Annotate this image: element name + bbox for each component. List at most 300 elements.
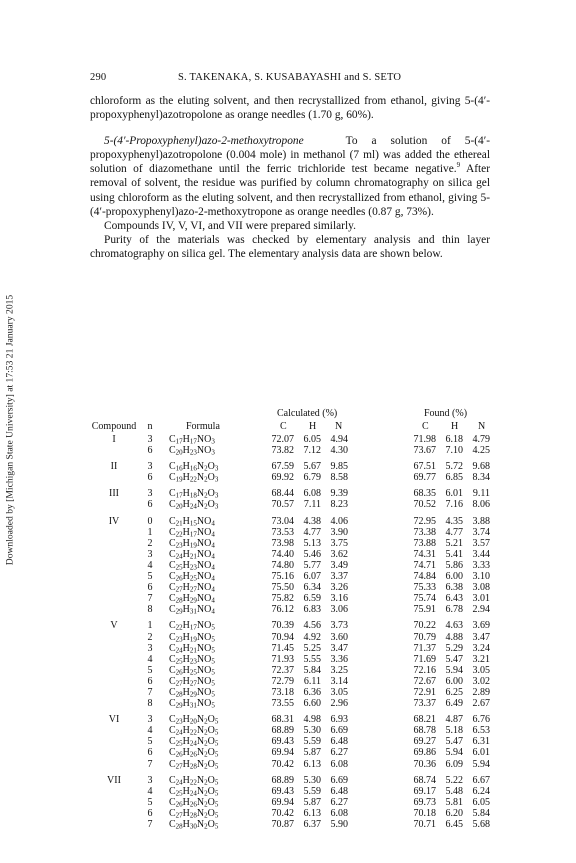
molecular-formula: $C_{29}H_{31}NO_4$ bbox=[169, 604, 215, 616]
compound-label: III bbox=[109, 488, 119, 500]
calculated-value: 3.14 bbox=[330, 675, 348, 687]
n-value: 4 bbox=[147, 559, 153, 571]
calculated-value: 3.47 bbox=[330, 642, 348, 654]
calculated-value: 5.55 bbox=[303, 653, 321, 665]
compound-label: I bbox=[112, 434, 116, 445]
found-value: 69.86 bbox=[413, 747, 436, 759]
download-watermark bbox=[2, 180, 18, 680]
found-value: 3.88 bbox=[472, 515, 490, 527]
found-value: 6.49 bbox=[445, 698, 463, 710]
calculated-value: 9.39 bbox=[330, 488, 348, 500]
molecular-formula: $C_{25}H_{24}N_2O_5$ bbox=[169, 785, 219, 798]
found-value: 5.29 bbox=[445, 642, 463, 654]
table-row bbox=[90, 676, 490, 687]
found-value: 6.00 bbox=[445, 675, 463, 687]
found-value: 72.16 bbox=[413, 664, 436, 676]
calculated-value: 6.07 bbox=[303, 571, 321, 583]
calculated-value: 5.13 bbox=[303, 537, 321, 549]
calculated-value: 6.05 bbox=[303, 434, 321, 445]
molecular-formula: $C_{17}H_{17}NO_3$ bbox=[169, 434, 215, 446]
n-value: 5 bbox=[147, 571, 153, 583]
calculated-value: 72.07 bbox=[271, 434, 294, 445]
found-value: 4.35 bbox=[445, 515, 463, 527]
found-value: 2.89 bbox=[472, 686, 490, 698]
calculated-value: 3.37 bbox=[330, 571, 348, 583]
calculated-value: 71.45 bbox=[271, 642, 294, 654]
found-value: 3.01 bbox=[472, 593, 490, 605]
calculated-value: 3.62 bbox=[330, 548, 348, 560]
calculated-value: 69.94 bbox=[271, 796, 294, 808]
found-value: 5.21 bbox=[445, 537, 463, 549]
found-value: 75.74 bbox=[413, 593, 436, 605]
n-value: 6 bbox=[147, 445, 153, 457]
found-value: 6.20 bbox=[445, 807, 463, 819]
found-value: 71.69 bbox=[413, 653, 436, 665]
calculated-value: 75.50 bbox=[271, 582, 294, 594]
found-value: 6.24 bbox=[472, 785, 490, 797]
found-value: 3.74 bbox=[472, 526, 490, 538]
calculated-value: 5.30 bbox=[303, 774, 321, 786]
calculated-value: 68.31 bbox=[271, 714, 294, 726]
molecular-formula: $C_{28}H_{29}NO_5$ bbox=[169, 686, 215, 699]
calculated-value: 67.59 bbox=[271, 461, 294, 473]
calculated-value: 73.04 bbox=[271, 515, 294, 527]
calculated-value: 6.69 bbox=[330, 725, 348, 737]
calculated-value: 3.06 bbox=[330, 604, 348, 616]
column-n: n bbox=[147, 421, 153, 432]
found-value: 9.11 bbox=[472, 488, 490, 500]
molecular-formula: $C_{27}H_{27}NO_5$ bbox=[169, 675, 215, 688]
n-value: 3 bbox=[147, 714, 153, 726]
calculated-value: 8.58 bbox=[330, 472, 348, 484]
found-value: 6.43 bbox=[445, 593, 463, 605]
calculated-header: Calculated (%) bbox=[277, 408, 338, 419]
molecular-formula: $C_{26}H_{25}NO_4$ bbox=[169, 571, 215, 583]
molecular-formula: $C_{26}H_{26}N_2O_5$ bbox=[169, 796, 219, 809]
n-value: 7 bbox=[147, 686, 153, 698]
found-value: 4.87 bbox=[445, 714, 463, 726]
column-calc-n: N bbox=[335, 421, 343, 432]
calculated-value: 4.77 bbox=[303, 526, 321, 538]
found-value: 5.47 bbox=[445, 653, 463, 665]
table-row bbox=[90, 434, 490, 445]
found-value: 69.27 bbox=[413, 736, 436, 748]
table-row bbox=[90, 560, 490, 571]
found-value: 6.01 bbox=[445, 488, 463, 500]
found-value: 3.08 bbox=[472, 582, 490, 594]
found-value: 5.94 bbox=[472, 758, 490, 770]
calculated-value: 70.94 bbox=[271, 631, 294, 643]
table-row bbox=[90, 445, 490, 456]
table-row bbox=[90, 736, 490, 747]
table-row bbox=[90, 549, 490, 560]
calculated-value: 3.05 bbox=[330, 686, 348, 698]
molecular-formula: $C_{23}H_{19}NO_5$ bbox=[169, 631, 215, 643]
table-row bbox=[90, 643, 490, 654]
calculated-value: 6.37 bbox=[303, 819, 321, 830]
found-value: 3.69 bbox=[472, 620, 490, 632]
molecular-formula: $C_{24}H_{22}N_2O_5$ bbox=[169, 725, 219, 737]
found-value: 6.78 bbox=[445, 604, 463, 616]
table-row bbox=[90, 714, 490, 725]
calculated-value: 6.08 bbox=[330, 758, 348, 770]
found-value: 9.68 bbox=[472, 461, 490, 473]
paragraph-text: After removal of solvent, the residue was purified by column chromatography on silica gel using chloroform as the eluting solvent, and then recrystallized from ethanol, giving 5-(4′-propoxyphenyl)azo-2-methoxytropone as orange needles (0.87 g, 73%). bbox=[90, 163, 490, 218]
molecular-formula: $C_{21}H_{15}NO_4$ bbox=[169, 515, 215, 528]
calculated-value: 73.55 bbox=[271, 698, 294, 710]
n-value: 2 bbox=[147, 631, 153, 643]
found-value: 70.79 bbox=[413, 631, 436, 643]
calculated-value: 76.12 bbox=[271, 604, 294, 616]
found-value: 3.24 bbox=[472, 642, 490, 654]
calculated-value: 9.85 bbox=[330, 461, 348, 473]
molecular-formula: $C_{26}H_{26}N_2O_5$ bbox=[169, 747, 219, 759]
calculated-value: 68.89 bbox=[271, 774, 294, 786]
calculated-value: 4.06 bbox=[330, 515, 348, 527]
calculated-value: 73.98 bbox=[271, 537, 294, 549]
found-value: 4.79 bbox=[472, 434, 490, 445]
calculated-value: 6.93 bbox=[330, 714, 348, 726]
n-value: 3 bbox=[147, 548, 153, 560]
molecular-formula: $C_{23}H_{19}NO_4$ bbox=[169, 537, 215, 550]
calculated-value: 3.16 bbox=[330, 593, 348, 605]
calculated-value: 6.08 bbox=[303, 488, 321, 500]
molecular-formula: $C_{29}H_{31}NO_5$ bbox=[169, 698, 215, 710]
column-calc-h: H bbox=[309, 421, 317, 432]
found-value: 72.67 bbox=[413, 675, 436, 687]
molecular-formula: $C_{28}H_{30}N_2O_5$ bbox=[169, 819, 219, 831]
calculated-value: 6.36 bbox=[303, 686, 321, 698]
n-value: 7 bbox=[147, 819, 153, 830]
calculated-value: 5.87 bbox=[303, 796, 321, 808]
table-row bbox=[90, 571, 490, 582]
found-value: 5.41 bbox=[445, 548, 463, 560]
found-value: 6.53 bbox=[472, 725, 490, 737]
molecular-formula: $C_{28}H_{29}NO_4$ bbox=[169, 593, 215, 605]
table-row bbox=[90, 538, 490, 549]
found-value: 68.35 bbox=[413, 488, 436, 500]
calculated-value: 6.11 bbox=[303, 675, 321, 687]
found-value: 8.34 bbox=[472, 472, 490, 484]
found-value: 6.00 bbox=[445, 571, 463, 583]
molecular-formula: $C_{24}H_{22}N_2O_5$ bbox=[169, 774, 219, 787]
calculated-value: 5.77 bbox=[303, 559, 321, 571]
found-value: 3.21 bbox=[472, 653, 490, 665]
found-value: 5.72 bbox=[445, 461, 463, 473]
molecular-formula: $C_{25}H_{23}NO_4$ bbox=[169, 559, 215, 572]
table-row bbox=[90, 582, 490, 593]
column-compound: Compound bbox=[91, 421, 137, 432]
n-value: 0 bbox=[147, 515, 153, 527]
table-row bbox=[90, 604, 490, 615]
found-value: 4.63 bbox=[445, 620, 463, 632]
table-row bbox=[90, 620, 490, 631]
found-value: 4.88 bbox=[445, 631, 463, 643]
table-row bbox=[90, 461, 490, 472]
found-value: 3.57 bbox=[472, 537, 490, 549]
found-value: 6.67 bbox=[472, 774, 490, 786]
found-value: 70.71 bbox=[413, 819, 436, 830]
found-value: 5.47 bbox=[445, 736, 463, 748]
calculated-value: 3.73 bbox=[330, 620, 348, 632]
calculated-value: 4.38 bbox=[303, 515, 321, 527]
calculated-value: 71.93 bbox=[271, 653, 294, 665]
found-value: 3.05 bbox=[472, 664, 490, 676]
body-text bbox=[90, 94, 490, 261]
found-value: 3.33 bbox=[472, 559, 490, 571]
found-value: 69.17 bbox=[413, 785, 436, 797]
table-row bbox=[90, 665, 490, 676]
page-number: 290 bbox=[90, 72, 107, 83]
molecular-formula: $C_{25}H_{23}NO_5$ bbox=[169, 653, 215, 666]
molecular-formula: $C_{17}H_{18}N_2O_3$ bbox=[169, 488, 219, 500]
molecular-formula: $C_{23}H_{20}N_2O_5$ bbox=[169, 714, 219, 726]
calculated-value: 4.56 bbox=[303, 620, 321, 632]
calculated-value: 3.36 bbox=[330, 653, 348, 665]
found-value: 75.91 bbox=[413, 604, 436, 616]
n-value: 6 bbox=[147, 675, 153, 687]
table-row bbox=[90, 819, 490, 830]
compound-label: V bbox=[110, 620, 118, 632]
column-found-n: N bbox=[478, 421, 486, 432]
calculated-value: 70.87 bbox=[271, 819, 294, 830]
found-value: 3.02 bbox=[472, 675, 490, 687]
found-value: 67.51 bbox=[413, 461, 436, 473]
found-value: 6.25 bbox=[445, 686, 463, 698]
found-value: 5.81 bbox=[445, 796, 463, 808]
running-title: S. TAKENAKA, S. KUSABAYASHI and S. SETO bbox=[178, 72, 402, 83]
calculated-value: 7.11 bbox=[303, 499, 321, 511]
calculated-value: 7.12 bbox=[303, 445, 321, 457]
calculated-value: 5.90 bbox=[330, 819, 348, 830]
calculated-value: 3.90 bbox=[330, 526, 348, 538]
n-value: 4 bbox=[147, 725, 153, 737]
compound-label: VI bbox=[108, 714, 120, 726]
found-value: 5.68 bbox=[472, 819, 490, 830]
calculated-value: 3.26 bbox=[330, 582, 348, 594]
table-row bbox=[90, 654, 490, 665]
found-value: 71.37 bbox=[413, 642, 436, 654]
molecular-formula: $C_{20}H_{23}NO_3$ bbox=[169, 445, 215, 457]
table-row bbox=[90, 759, 490, 770]
table-row bbox=[90, 472, 490, 483]
found-value: 5.86 bbox=[445, 559, 463, 571]
molecular-formula: $C_{27}H_{28}N_2O_5$ bbox=[169, 758, 219, 771]
n-value: 7 bbox=[147, 593, 153, 605]
found-value: 8.06 bbox=[472, 499, 490, 511]
n-value: 7 bbox=[147, 758, 153, 770]
n-value: 4 bbox=[147, 785, 153, 797]
table-row bbox=[90, 797, 490, 808]
n-value: 1 bbox=[147, 526, 153, 538]
molecular-formula: $C_{16}H_{16}N_2O_3$ bbox=[169, 461, 219, 473]
compound-label: VII bbox=[107, 774, 121, 786]
calculated-value: 3.49 bbox=[330, 559, 348, 571]
calculated-value: 4.94 bbox=[330, 434, 348, 445]
calculated-value: 5.67 bbox=[303, 461, 321, 473]
n-value: 5 bbox=[147, 736, 153, 748]
calculated-value: 70.39 bbox=[271, 620, 294, 632]
column-found-c: C bbox=[422, 421, 429, 432]
calculated-value: 6.13 bbox=[303, 758, 321, 770]
found-value: 4.25 bbox=[472, 445, 490, 457]
paragraph-purity: Purity of the materials was checked by elementary analysis and thin layer chromatography on silica gel. The elementary analysis data are shown below. bbox=[90, 233, 490, 260]
n-value: 6 bbox=[147, 499, 153, 511]
found-value: 5.48 bbox=[445, 785, 463, 797]
found-value: 3.47 bbox=[472, 631, 490, 643]
table-row bbox=[90, 593, 490, 604]
found-value: 69.73 bbox=[413, 796, 436, 808]
calculated-value: 6.48 bbox=[330, 785, 348, 797]
calculated-value: 6.79 bbox=[303, 472, 321, 484]
molecular-formula: $C_{27}H_{27}NO_4$ bbox=[169, 582, 215, 594]
calculated-value: 2.96 bbox=[330, 698, 348, 710]
running-header bbox=[90, 72, 490, 86]
molecular-formula: $C_{27}H_{28}N_2O_5$ bbox=[169, 807, 219, 820]
calculated-value: 6.13 bbox=[303, 807, 321, 819]
molecular-formula: $C_{25}H_{24}N_2O_5$ bbox=[169, 736, 219, 748]
n-value: 4 bbox=[147, 653, 153, 665]
table-header bbox=[90, 408, 490, 434]
calculated-value: 6.59 bbox=[303, 593, 321, 605]
calculated-value: 5.84 bbox=[303, 664, 321, 676]
table-row bbox=[90, 747, 490, 758]
n-value: 6 bbox=[147, 582, 153, 594]
found-value: 73.37 bbox=[413, 698, 436, 710]
calculated-value: 69.43 bbox=[271, 785, 294, 797]
n-value: 6 bbox=[147, 807, 153, 819]
found-value: 6.45 bbox=[445, 819, 463, 830]
molecular-formula: $C_{20}H_{24}N_2O_3$ bbox=[169, 499, 219, 511]
calculated-value: 74.40 bbox=[271, 548, 294, 560]
paragraph-similar-compounds: Compounds IV, V, VI, and VII were prepared similarly. bbox=[104, 219, 356, 232]
calculated-value: 70.42 bbox=[271, 807, 294, 819]
calculated-value: 68.89 bbox=[271, 725, 294, 737]
compound-label: II bbox=[110, 461, 118, 473]
molecular-formula: $C_{22}H_{17}NO_4$ bbox=[169, 526, 215, 539]
calculated-value: 3.25 bbox=[330, 664, 348, 676]
found-value: 6.85 bbox=[445, 472, 463, 484]
n-value: 2 bbox=[147, 537, 153, 549]
table-row bbox=[90, 527, 490, 538]
calculated-value: 3.60 bbox=[330, 631, 348, 643]
found-value: 6.31 bbox=[472, 736, 490, 748]
n-value: 5 bbox=[147, 664, 153, 676]
molecular-formula: $C_{24}H_{21}NO_5$ bbox=[169, 642, 215, 655]
paragraph-methoxytropone bbox=[90, 134, 490, 219]
calculated-value: 5.59 bbox=[303, 785, 321, 797]
calculated-value: 6.69 bbox=[330, 774, 348, 786]
found-value: 74.71 bbox=[413, 559, 436, 571]
calculated-value: 5.87 bbox=[303, 747, 321, 759]
column-formula: Formula bbox=[186, 421, 220, 432]
table-row bbox=[90, 499, 490, 510]
table-row bbox=[90, 698, 490, 709]
found-value: 5.18 bbox=[445, 725, 463, 737]
compound-label: IV bbox=[108, 515, 120, 527]
calculated-value: 70.57 bbox=[271, 499, 294, 511]
calculated-value: 74.80 bbox=[271, 559, 294, 571]
download-watermark-text: Downloaded by [Michigan State University] at 17:53 21 January 2015 bbox=[4, 294, 16, 566]
found-value: 74.84 bbox=[413, 571, 436, 583]
found-value: 2.67 bbox=[472, 698, 490, 710]
calculated-value: 73.82 bbox=[271, 445, 294, 457]
calculated-value: 3.75 bbox=[330, 537, 348, 549]
calculated-value: 6.48 bbox=[330, 736, 348, 748]
table-row bbox=[90, 488, 490, 499]
calculated-value: 6.27 bbox=[330, 796, 348, 808]
n-value: 3 bbox=[147, 461, 153, 473]
found-value: 6.05 bbox=[472, 796, 490, 808]
found-value: 2.94 bbox=[472, 604, 490, 616]
n-value: 8 bbox=[147, 604, 153, 616]
found-value: 5.84 bbox=[472, 807, 490, 819]
n-value: 3 bbox=[147, 434, 153, 445]
found-value: 7.16 bbox=[445, 499, 463, 511]
found-value: 5.22 bbox=[445, 774, 463, 786]
found-value: 5.94 bbox=[445, 747, 463, 759]
calculated-value: 6.83 bbox=[303, 604, 321, 616]
found-value: 75.33 bbox=[413, 582, 436, 594]
calculated-value: 68.44 bbox=[271, 488, 294, 500]
found-value: 69.77 bbox=[413, 472, 436, 484]
calculated-value: 8.23 bbox=[330, 499, 348, 511]
table-row bbox=[90, 808, 490, 819]
reference-marker: 9 bbox=[456, 161, 461, 170]
elemental-analysis-table bbox=[90, 408, 490, 830]
table-row bbox=[90, 775, 490, 786]
found-value: 6.18 bbox=[445, 434, 463, 445]
calculated-value: 4.98 bbox=[303, 714, 321, 726]
table-row bbox=[90, 786, 490, 797]
table-row bbox=[90, 632, 490, 643]
n-value: 6 bbox=[147, 472, 153, 484]
found-value: 72.91 bbox=[413, 686, 436, 698]
table-row bbox=[90, 516, 490, 527]
calculated-value: 73.18 bbox=[271, 686, 294, 698]
n-value: 3 bbox=[147, 642, 153, 654]
calculated-value: 69.43 bbox=[271, 736, 294, 748]
found-value: 70.36 bbox=[413, 758, 436, 770]
calculated-value: 6.27 bbox=[330, 747, 348, 759]
found-value: 5.94 bbox=[445, 664, 463, 676]
calculated-value: 73.53 bbox=[271, 526, 294, 538]
calculated-value: 5.46 bbox=[303, 548, 321, 560]
found-value: 3.10 bbox=[472, 571, 490, 583]
found-value: 70.18 bbox=[413, 807, 436, 819]
calculated-value: 5.30 bbox=[303, 725, 321, 737]
paragraph-text: To a solution of 5-(4′-propoxyphenyl)azotropolone (0.004 mole) in methanol (7 ml) was added the ethereal solution of diazomethane until the ferric trichloride test became negative. bbox=[90, 135, 491, 176]
table-row bbox=[90, 725, 490, 736]
calculated-value: 72.79 bbox=[271, 675, 294, 687]
calculated-value: 75.16 bbox=[271, 571, 294, 583]
calculated-value: 6.60 bbox=[303, 698, 321, 710]
calculated-value: 4.92 bbox=[303, 631, 321, 643]
found-value: 7.10 bbox=[445, 445, 463, 457]
molecular-formula: $C_{26}H_{25}NO_5$ bbox=[169, 664, 215, 677]
found-value: 70.22 bbox=[413, 620, 436, 632]
found-value: 70.52 bbox=[413, 499, 436, 511]
found-value: 73.38 bbox=[413, 526, 436, 538]
table-body bbox=[90, 434, 490, 830]
n-value: 3 bbox=[147, 774, 153, 786]
n-value: 5 bbox=[147, 796, 153, 808]
calculated-value: 6.08 bbox=[330, 807, 348, 819]
found-value: 74.31 bbox=[413, 548, 436, 560]
found-value: 68.21 bbox=[413, 714, 436, 726]
found-value: 3.44 bbox=[472, 548, 490, 560]
calculated-value: 5.25 bbox=[303, 642, 321, 654]
